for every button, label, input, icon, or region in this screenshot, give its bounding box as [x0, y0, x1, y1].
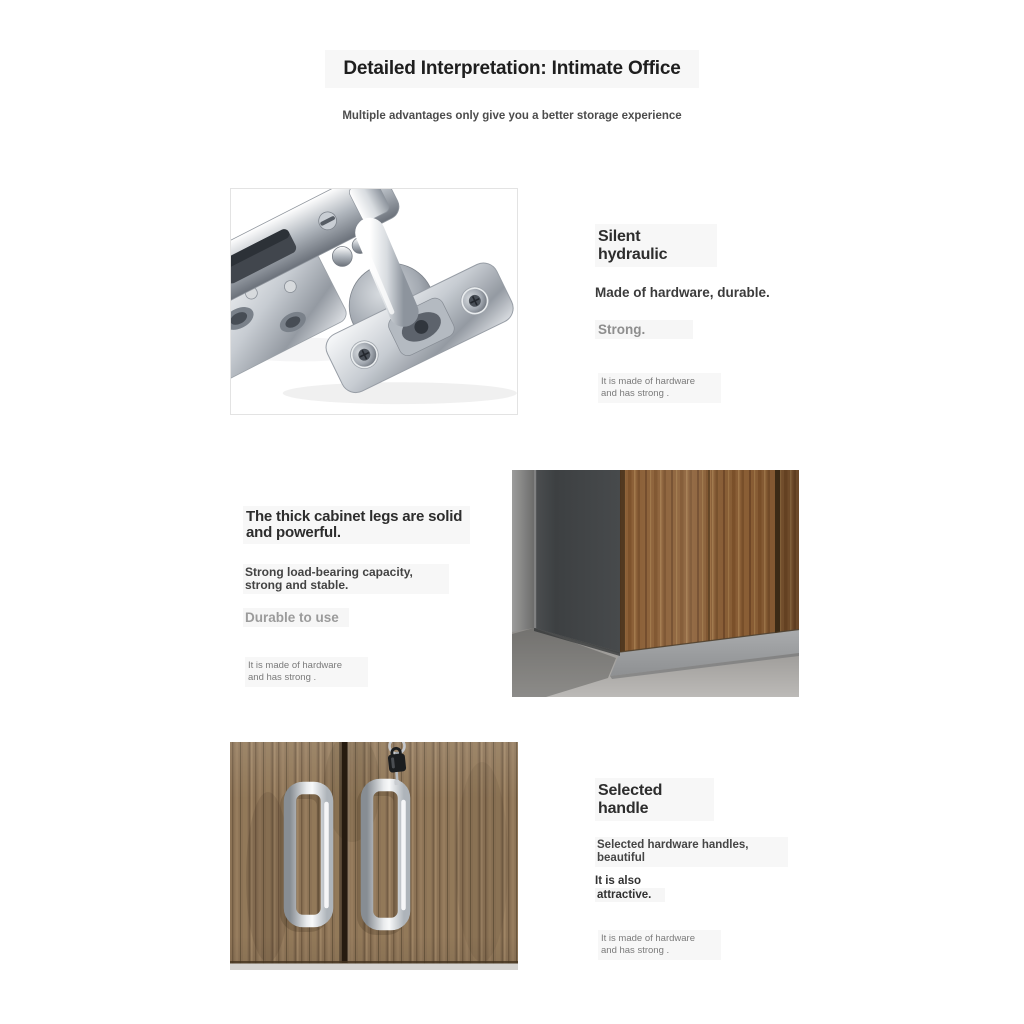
- feature-caption: It is made of hardware and has strong .: [598, 930, 845, 960]
- feature-subline: Strong.: [595, 322, 845, 337]
- door-gap: [342, 742, 348, 963]
- feature-heading: Selected handle: [598, 782, 663, 817]
- handles-photo: [230, 742, 518, 970]
- feature-copy-handle: [595, 778, 845, 960]
- feature-subline: Durable to use: [243, 610, 543, 625]
- feature-subline: It is also attractive.: [595, 875, 845, 902]
- feature-caption: It is made of hardware and has strong .: [598, 373, 845, 403]
- floor-strip: [230, 964, 518, 971]
- feature-heading: The thick cabinet legs are solid and powerful.: [246, 508, 463, 541]
- cabinet-base-illustration: [512, 470, 799, 697]
- page-title: Detailed Interpretation: Intimate Office: [325, 50, 698, 88]
- feature-copy-legs: [243, 506, 543, 687]
- feature-lead: Selected hardware handles, beautiful: [595, 837, 845, 867]
- door-edge: [620, 470, 625, 652]
- feature-lead: Made of hardware, durable.: [595, 285, 770, 300]
- hinge-photo: [230, 188, 518, 415]
- page-header: [0, 50, 1024, 88]
- page-subtitle: Multiple advantages only give you a better storage experience: [342, 110, 682, 122]
- feature-caption: It is made of hardware and has strong .: [245, 657, 543, 687]
- side-panel: [534, 470, 620, 652]
- feature-lead: Strong load-bearing capacity, strong and stable.: [243, 564, 543, 594]
- cabinet-base-photo: [512, 470, 799, 697]
- feature-copy-hinge: [595, 224, 845, 403]
- hinge-illustration: [231, 189, 517, 414]
- handles-illustration: [230, 742, 518, 970]
- door-gap: [775, 470, 780, 633]
- feature-heading: Silent hydraulic: [598, 228, 668, 263]
